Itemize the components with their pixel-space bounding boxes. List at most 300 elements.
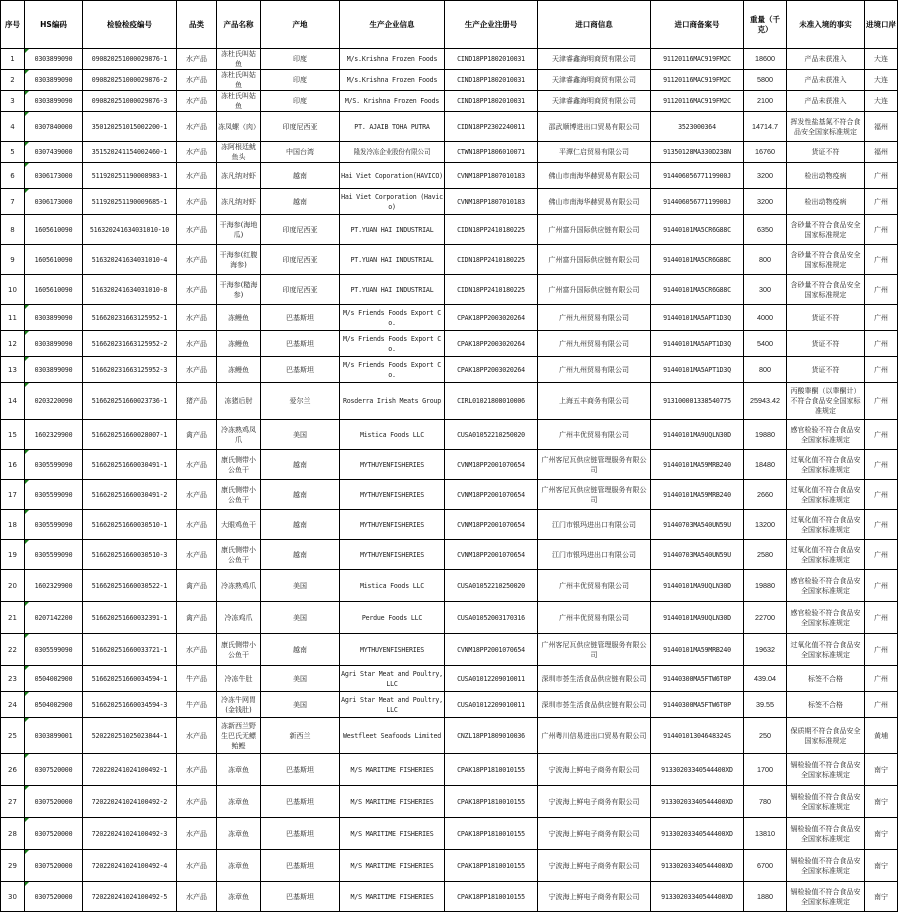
importer-reg-cell: 91440101MA59MRB240 (651, 634, 744, 666)
reason-cell: 标签不合格 (787, 692, 865, 718)
table-row (1, 383, 898, 420)
category-cell: 水产品 (177, 754, 217, 786)
importer-cell: 广州客尼瓦供应链管理服务有限公司 (538, 480, 651, 510)
table-row (1, 215, 898, 245)
importer-cell: 广州丰优贸易有限公司 (538, 570, 651, 602)
importer-cell: 广州富升国际供应链有限公司 (538, 215, 651, 245)
table-row (1, 540, 898, 570)
hs-code-cell (25, 882, 83, 912)
product-name-cell: 冷冻鸡爪 (217, 602, 261, 634)
weight-cell: 300 (744, 275, 787, 305)
table-row (1, 450, 898, 480)
producer-cell: 隆发冷冻企业股份有限公司 (340, 142, 445, 163)
header-producer-reg: 生产企业注册号 (445, 1, 538, 49)
producer-cell: M/S MARITIME FISHERIES (340, 786, 445, 818)
producer-cell: Hai Viet Coporation(HAVICO) (340, 163, 445, 189)
importer-cell: 广州富升国际供应链有限公司 (538, 275, 651, 305)
weight-cell: 4000 (744, 305, 787, 331)
cert-number-cell: 511920251190008983-1 (83, 163, 177, 189)
producer-cell: M/s Friends Foods Export Co. (340, 305, 445, 331)
importer-cell: 广州客尼瓦供应链管理服务有限公司 (538, 450, 651, 480)
cell-marker-icon (25, 49, 29, 53)
importer-cell: 宁波海上鲜电子商务有限公司 (538, 818, 651, 850)
cert-number-cell: 516320241634031010-8 (83, 275, 177, 305)
importer-reg-cell: 91440101MA5CR6G88C (651, 275, 744, 305)
category-cell: 禽产品 (177, 420, 217, 450)
weight-cell: 19880 (744, 570, 787, 602)
origin-cell: 巴基斯坦 (261, 357, 340, 383)
category-cell: 牛产品 (177, 692, 217, 718)
reason-cell: 检出动物疫病 (787, 163, 865, 189)
cert-number-cell: 090820251000029876-1 (83, 49, 177, 70)
cell-marker-icon (25, 112, 29, 116)
reason-cell: 含砂量不符合食品安全国家标准规定 (787, 215, 865, 245)
hs-code-cell (25, 634, 83, 666)
cell-marker-icon (25, 786, 29, 790)
product-name-cell: 冻凤螺（肉） (217, 112, 261, 142)
cert-number-cell: 520220251025023844-1 (83, 718, 177, 754)
table-row (1, 275, 898, 305)
header-product-name: 产品名称 (217, 1, 261, 49)
hs-code-cell (25, 818, 83, 850)
row-number: 29 (1, 850, 25, 882)
weight-cell: 439.04 (744, 666, 787, 692)
cell-marker-icon (25, 480, 29, 484)
weight-cell: 5400 (744, 331, 787, 357)
reason-cell: 保质期不符合食品安全国家标准规定 (787, 718, 865, 754)
importer-reg-cell: 91120116MAC919FM2C (651, 91, 744, 112)
importer-cell: 深圳市荟生活食品供应链有限公司 (538, 692, 651, 718)
producer-reg-cell: CPAK18PP1810010155 (445, 786, 538, 818)
hs-code-cell (25, 718, 83, 754)
product-name-cell: 冻杜氏叫姑鱼 (217, 49, 261, 70)
importer-reg-cell: 91440101MA9UQLN30D (651, 420, 744, 450)
table-row (1, 754, 898, 786)
cell-marker-icon (25, 189, 29, 193)
origin-cell: 新西兰 (261, 718, 340, 754)
producer-reg-cell: CVNM18PP1807010183 (445, 163, 538, 189)
row-number: 2 (1, 70, 25, 91)
producer-cell: Agri Star Meat and Poultry, LLC (340, 692, 445, 718)
origin-cell: 巴基斯坦 (261, 331, 340, 357)
producer-reg-cell: CVNM18PP2001070654 (445, 540, 538, 570)
producer-reg-cell: CUSA01012209010011 (445, 692, 538, 718)
hs-code-text: 0504002900 (34, 700, 73, 709)
header-importer: 进口商信息 (538, 1, 651, 49)
header-importer-reg: 进口商备案号 (651, 1, 744, 49)
reason-cell: 过氧化值不符合食品安全国家标准规定 (787, 480, 865, 510)
hs-code-cell (25, 450, 83, 480)
importer-cell: 佛山市南海华赫贸易有限公司 (538, 189, 651, 215)
reason-cell: 产品未获准入 (787, 49, 865, 70)
weight-cell: 18600 (744, 49, 787, 70)
producer-reg-cell: CIDN18PP2410180225 (445, 245, 538, 275)
port-cell: 广州 (865, 692, 898, 718)
weight-cell: 2660 (744, 480, 787, 510)
producer-cell: Hai Viet Corporation (Havico) (340, 189, 445, 215)
cell-marker-icon (25, 383, 29, 387)
category-cell: 水产品 (177, 786, 217, 818)
reason-cell: 镉检验值不符合食品安全国家标准规定 (787, 882, 865, 912)
table-body (1, 49, 898, 912)
cell-marker-icon (25, 692, 29, 696)
importer-cell: 邵武顺博进出口贸易有限公司 (538, 112, 651, 142)
table-row (1, 666, 898, 692)
product-name-cell: 冻鳗鱼 (217, 305, 261, 331)
category-cell: 水产品 (177, 49, 217, 70)
importer-cell: 广州九州贸易有限公司 (538, 305, 651, 331)
importer-cell: 江门市银玛进出口有限公司 (538, 510, 651, 540)
cert-number-cell: 511920251190009685-1 (83, 189, 177, 215)
cell-marker-icon (25, 142, 29, 146)
reason-cell: 过氧化值不符合食品安全国家标准规定 (787, 510, 865, 540)
port-cell: 南宁 (865, 882, 898, 912)
importer-reg-cell: 913100001338540775 (651, 383, 744, 420)
table-row (1, 786, 898, 818)
origin-cell: 巴基斯坦 (261, 818, 340, 850)
row-number: 20 (1, 570, 25, 602)
producer-reg-cell: CPAK18PP1810010155 (445, 818, 538, 850)
producer-reg-cell: CIND18PP1802010031 (445, 49, 538, 70)
row-number: 14 (1, 383, 25, 420)
producer-reg-cell: CVNM18PP2001070654 (445, 480, 538, 510)
weight-cell: 800 (744, 357, 787, 383)
hs-code-text: 0305599090 (34, 550, 73, 559)
category-cell: 水产品 (177, 718, 217, 754)
cert-number-cell: 516620231663125952-2 (83, 331, 177, 357)
importer-reg-cell: 91330203340544400XD (651, 850, 744, 882)
port-cell: 广州 (865, 215, 898, 245)
header-no: 序号 (1, 1, 25, 49)
hs-code-text: 0303899090 (34, 97, 73, 105)
producer-cell: M/S MARITIME FISHERIES (340, 754, 445, 786)
reason-cell: 含砂量不符合食品安全国家标准规定 (787, 275, 865, 305)
reason-cell: 感官检验不符合食品安全国家标准规定 (787, 602, 865, 634)
hs-code-cell (25, 49, 83, 70)
origin-cell: 印度尼西亚 (261, 112, 340, 142)
producer-cell: MYTHUYENFISHERIES (340, 450, 445, 480)
weight-cell: 6350 (744, 215, 787, 245)
port-cell: 南宁 (865, 786, 898, 818)
table-row (1, 850, 898, 882)
origin-cell: 越南 (261, 480, 340, 510)
producer-reg-cell: CIRL01021808010006 (445, 383, 538, 420)
hs-code-cell (25, 754, 83, 786)
origin-cell: 越南 (261, 189, 340, 215)
product-name-cell: 冷冻熟鸡凤爪 (217, 420, 261, 450)
origin-cell: 巴基斯坦 (261, 305, 340, 331)
cert-number-cell: 350120251015002200-1 (83, 112, 177, 142)
producer-cell: Agri Star Meat and Poultry, LLC (340, 666, 445, 692)
hs-code-cell: 1605610090 (25, 275, 83, 305)
product-name-cell: 冻鳗鱼 (217, 357, 261, 383)
cert-number-cell: 516620251660032391-1 (83, 602, 177, 634)
row-number: 27 (1, 786, 25, 818)
hs-code-cell (25, 70, 83, 91)
importer-cell: 广州客尼瓦供应链管理服务有限公司 (538, 634, 651, 666)
origin-cell: 印度尼西亚 (261, 215, 340, 245)
importer-reg-cell: 91440101MA5CR6G88C (651, 215, 744, 245)
producer-reg-cell: CVNM18PP2001070654 (445, 450, 538, 480)
weight-cell: 25943.42 (744, 383, 787, 420)
importer-reg-cell: 91440101MA5CR6G88C (651, 245, 744, 275)
hs-code-cell (25, 510, 83, 540)
cell-marker-icon (25, 357, 29, 361)
weight-cell: 5800 (744, 70, 787, 91)
table-row (1, 245, 898, 275)
producer-cell: Rosderra Irish Meats Group (340, 383, 445, 420)
row-number: 12 (1, 331, 25, 357)
cert-number-cell: 516620251660030491-2 (83, 480, 177, 510)
producer-reg-cell: CTWN18PP1806010071 (445, 142, 538, 163)
weight-cell: 18480 (744, 450, 787, 480)
category-cell: 水产品 (177, 331, 217, 357)
importer-reg-cell: 91330203340544400XD (651, 882, 744, 912)
cert-number-cell: 720220241024100492-3 (83, 818, 177, 850)
importer-cell: 深圳市荟生活食品供应链有限公司 (538, 666, 651, 692)
table-row (1, 480, 898, 510)
table-row (1, 818, 898, 850)
category-cell: 牛产品 (177, 666, 217, 692)
row-number: 16 (1, 450, 25, 480)
importer-cell: 广州富升国际供应链有限公司 (538, 245, 651, 275)
row-number: 22 (1, 634, 25, 666)
cell-marker-icon (25, 754, 29, 758)
product-name-cell: 冻章鱼 (217, 818, 261, 850)
product-name-cell: 康氏侧带小公鱼干 (217, 634, 261, 666)
importer-reg-cell: 91440703MA540UN59U (651, 540, 744, 570)
reason-cell: 镉检验值不符合食品安全国家标准规定 (787, 786, 865, 818)
reason-cell: 标签不合格 (787, 666, 865, 692)
importer-cell: 上海五丰商务有限公司 (538, 383, 651, 420)
weight-cell: 19880 (744, 420, 787, 450)
producer-reg-cell: CPAK18PP1810010155 (445, 754, 538, 786)
port-cell: 大连 (865, 70, 898, 91)
producer-cell: M/S MARITIME FISHERIES (340, 882, 445, 912)
row-number: 13 (1, 357, 25, 383)
row-number: 9 (1, 245, 25, 275)
row-number: 25 (1, 718, 25, 754)
hs-code-text: 0307520000 (34, 829, 73, 838)
weight-cell: 22700 (744, 602, 787, 634)
importer-reg-cell: 91440300MA5FTW6T0P (651, 692, 744, 718)
producer-cell: PT.YUAN HAI INDUSTRIAL (340, 245, 445, 275)
importer-reg-cell: 91330203340544400XD (651, 818, 744, 850)
importer-reg-cell: 91440101MA9UQLN30D (651, 602, 744, 634)
port-cell: 广州 (865, 383, 898, 420)
importer-reg-cell: 91350128MA330D238N (651, 142, 744, 163)
reason-cell: 货证不符 (787, 357, 865, 383)
origin-cell: 中国台湾 (261, 142, 340, 163)
table-row (1, 49, 898, 70)
row-number: 24 (1, 692, 25, 718)
cell-marker-icon (25, 634, 29, 638)
cell-marker-icon (25, 602, 29, 606)
row-number: 19 (1, 540, 25, 570)
importer-cell: 广州丰优贸易有限公司 (538, 420, 651, 450)
product-name-cell: 冻阿根廷鱿鱼头 (217, 142, 261, 163)
producer-cell: Mistica Foods LLC (340, 570, 445, 602)
origin-cell: 印度 (261, 70, 340, 91)
hs-code-cell (25, 331, 83, 357)
origin-cell: 印度 (261, 49, 340, 70)
reason-cell: 过氧化值不符合食品安全国家标准规定 (787, 634, 865, 666)
hs-code-cell (25, 383, 83, 420)
origin-cell: 印度尼西亚 (261, 245, 340, 275)
port-cell: 广州 (865, 510, 898, 540)
table-row (1, 420, 898, 450)
table-row (1, 634, 898, 666)
producer-cell: PT.YUAN HAI INDUSTRIAL (340, 215, 445, 245)
row-number: 26 (1, 754, 25, 786)
row-number: 3 (1, 91, 25, 112)
hs-code-text: 0305599090 (34, 460, 73, 469)
hs-code-text: 0305599090 (34, 645, 73, 654)
port-cell: 广州 (865, 331, 898, 357)
table-row (1, 189, 898, 215)
hs-code-cell (25, 357, 83, 383)
hs-code-cell (25, 666, 83, 692)
hs-code-cell (25, 480, 83, 510)
category-cell: 猪产品 (177, 383, 217, 420)
reason-cell: 产品未获准入 (787, 91, 865, 112)
port-cell: 广州 (865, 245, 898, 275)
cert-number-cell: 516620231663125952-1 (83, 305, 177, 331)
cell-marker-icon (25, 718, 29, 722)
port-cell: 广州 (865, 634, 898, 666)
hs-code-cell (25, 305, 83, 331)
reason-cell: 含砂量不符合食品安全国家标准规定 (787, 245, 865, 275)
hs-code-text: 0306173000 (34, 171, 73, 180)
hs-code-cell (25, 142, 83, 163)
importer-cell: 佛山市南海华赫贸易有限公司 (538, 163, 651, 189)
weight-cell: 13200 (744, 510, 787, 540)
origin-cell: 爱尔兰 (261, 383, 340, 420)
importer-cell: 宁波海上鲜电子商务有限公司 (538, 786, 651, 818)
origin-cell: 巴基斯坦 (261, 786, 340, 818)
port-cell: 广州 (865, 357, 898, 383)
table-row (1, 91, 898, 112)
cert-number-cell: 720220241024100492-4 (83, 850, 177, 882)
cell-marker-icon (25, 882, 29, 886)
producer-cell: Perdue Foods LLC (340, 602, 445, 634)
importer-cell: 广州九州贸易有限公司 (538, 331, 651, 357)
product-name-cell: 冻凡纳对虾 (217, 189, 261, 215)
producer-reg-cell: CUSA01052210250020 (445, 420, 538, 450)
reason-cell: 货证不符 (787, 305, 865, 331)
producer-reg-cell: CIDN18PP2410180225 (445, 215, 538, 245)
product-name-cell: 冻鳗鱼 (217, 331, 261, 357)
hs-code-text: 0307520000 (34, 892, 73, 901)
importer-cell: 平潭仁启贸易有限公司 (538, 142, 651, 163)
reason-cell: 过氧化值不符合食品安全国家标准规定 (787, 450, 865, 480)
port-cell: 黄埔 (865, 718, 898, 754)
row-number: 10 (1, 275, 25, 305)
table-row (1, 112, 898, 142)
port-cell: 广州 (865, 666, 898, 692)
port-cell: 南宁 (865, 754, 898, 786)
producer-reg-cell: CUSA01012209010011 (445, 666, 538, 692)
weight-cell: 2100 (744, 91, 787, 112)
product-name-cell: 冻新西兰野生巴氏无鳔鲐鲣 (217, 718, 261, 754)
port-cell: 广州 (865, 420, 898, 450)
origin-cell: 巴基斯坦 (261, 850, 340, 882)
importer-cell: 广州九州贸易有限公司 (538, 357, 651, 383)
cert-number-cell: 516320241634031010-10 (83, 215, 177, 245)
category-cell: 水产品 (177, 275, 217, 305)
producer-reg-cell: CPAK18PP1810010155 (445, 882, 538, 912)
cert-number-cell: 516620251660030510-1 (83, 510, 177, 540)
hs-code-cell: 1605610090 (25, 215, 83, 245)
port-cell: 广州 (865, 450, 898, 480)
category-cell: 水产品 (177, 480, 217, 510)
importer-reg-cell: 91440605677119900J (651, 163, 744, 189)
producer-cell: M/S MARITIME FISHERIES (340, 818, 445, 850)
product-name-cell: 康氏侧带小公鱼干 (217, 450, 261, 480)
weight-cell: 250 (744, 718, 787, 754)
product-name-cell: 大眼鸡鱼干 (217, 510, 261, 540)
producer-cell: Mistica Foods LLC (340, 420, 445, 450)
weight-cell: 1880 (744, 882, 787, 912)
origin-cell: 巴基斯坦 (261, 882, 340, 912)
importer-reg-cell: 91440101MA59MRB240 (651, 450, 744, 480)
cert-number-cell: 516320241634031010-4 (83, 245, 177, 275)
weight-cell: 2580 (744, 540, 787, 570)
cert-number-cell: 516620251660023736-1 (83, 383, 177, 420)
category-cell: 禽产品 (177, 570, 217, 602)
producer-reg-cell: CVNM18PP1807010183 (445, 189, 538, 215)
producer-reg-cell: CUSA01052210250020 (445, 570, 538, 602)
hs-code-cell (25, 540, 83, 570)
cert-number-cell: 090820251000029876-3 (83, 91, 177, 112)
cert-number-cell: 351520241154002460-1 (83, 142, 177, 163)
table-row (1, 570, 898, 602)
weight-cell: 3200 (744, 163, 787, 189)
weight-cell: 16760 (744, 142, 787, 163)
reason-cell: 挥发性盐基氮不符合食品安全国家标准规定 (787, 112, 865, 142)
producer-cell: PT.YUAN HAI INDUSTRIAL (340, 275, 445, 305)
row-number: 8 (1, 215, 25, 245)
cell-marker-icon (25, 666, 29, 670)
category-cell: 水产品 (177, 818, 217, 850)
origin-cell: 美国 (261, 420, 340, 450)
table-row (1, 510, 898, 540)
table-row (1, 331, 898, 357)
product-name-cell: 康氏侧带小公鱼干 (217, 540, 261, 570)
hs-code-text: 0306173000 (34, 197, 73, 206)
category-cell: 水产品 (177, 540, 217, 570)
hs-code-text: 0303899090 (34, 55, 73, 63)
hs-code-text: 0307439000 (34, 148, 73, 156)
hs-code-text: 0305599090 (34, 520, 73, 529)
table-row (1, 882, 898, 912)
header-origin: 产地 (261, 1, 340, 49)
producer-cell: M/s.Krishna Frozen Foods (340, 49, 445, 70)
reason-cell: 货证不符 (787, 142, 865, 163)
product-name-cell: 冻章鱼 (217, 786, 261, 818)
producer-reg-cell: CVNM18PP2001070654 (445, 510, 538, 540)
importer-reg-cell: 91440101MA9UQLN30D (651, 570, 744, 602)
cert-number-cell: 090820251000029876-2 (83, 70, 177, 91)
cell-marker-icon (25, 850, 29, 854)
row-number: 28 (1, 818, 25, 850)
producer-reg-cell: CPAK18PP2003020264 (445, 357, 538, 383)
category-cell: 水产品 (177, 305, 217, 331)
importer-reg-cell: 91120116MAC919FM2C (651, 70, 744, 91)
producer-reg-cell: CUSA01052003170316 (445, 602, 538, 634)
hs-code-cell (25, 602, 83, 634)
cell-marker-icon (25, 450, 29, 454)
